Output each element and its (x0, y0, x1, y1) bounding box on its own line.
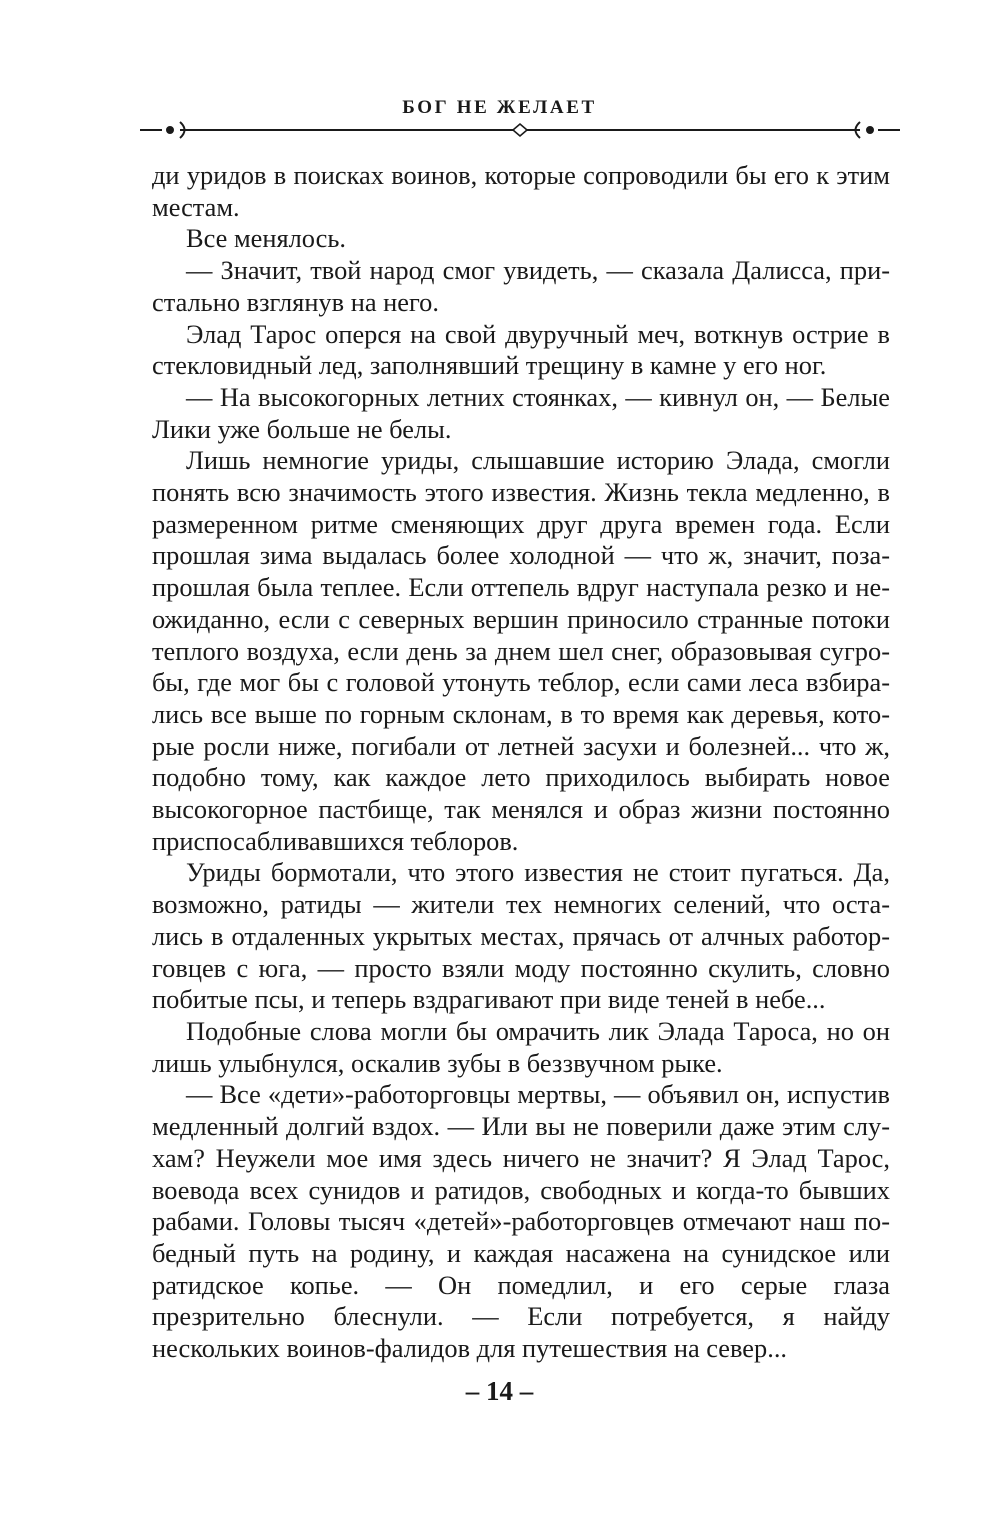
paragraph: Подобные слова могли бы омрачить лик Элада Тароса, но он лишь улыбнулся, оскалив зубы в беззвучном рыке. (152, 1015, 890, 1078)
header-ornament (140, 118, 900, 142)
running-title: БОГ НЕ ЖЕЛАЕТ (402, 97, 597, 118)
paragraph: ди уридов в поисках воинов, которые сопроводили бы его к этим местам. (152, 160, 890, 222)
paragraph: Лишь немногие уриды, слышавшие историю Элада, смогли понять всю значимость этого известия. Жизнь текла медленно, в размеренном ритме сменяющих друг друга времен года. Если прошлая зима выдалась более холодной — что ж, значит, позапрошлая была теплее. Если оттепель вдруг наступала резко и неожиданно, если с северных вершин приносило странные потоки теплого воздуха, если день за днем шел снег, образовывая сугробы, где мог бы с головой утонуть теблор, если сами леса взбирались все выше по горным склонам, в то время как деревья, которые росли ниже, погибали от летней засухи и болезней... что ж, подобно тому, как каждое лето приходилось выбирать новое высокогорное пастбище, так менялся и образ жизни постоянно приспосабливавшихся теблоров. (152, 445, 890, 856)
paragraph: Элад Тарос оперся на свой двуручный меч, воткнув острие в стекловидный лед, заполнявший трещину в камне у его ног. (152, 318, 890, 381)
paragraph: — На высокогорных летних стоянках, — кивнул он, — Белые Лики уже больше не белы. (152, 381, 890, 444)
paragraph: — Все «дети»-работорговцы мертвы, — объявил он, испустив медленный долгий вздох. — Или вы не поверили даже этим слухам? Неужели мое имя здесь ничего не значит? Я Элад Тарос, воевода всех сунидов и ратидов, свободных и когда-то бывших рабами. Головы тысяч «детей»-работорговцев отмечают наш победный путь на родину, и каждая насажена на сунидское или ратидское копье. — Он помедлил, и его серые глаза презрительно блеснули. — Если потребуется, я найду нескольких воинов-фалидов для путешествия на север... (152, 1079, 890, 1364)
paragraph: Уриды бормотали, что этого известия не стоит пугаться. Да, возможно, ратиды — жители тех немногих селений, что остались в отдаленных укрытых местах, прячась от алчных работорговцев с юга, — просто взяли моду постоянно скулить, словно побитые псы, и теперь вздрагивают при виде теней в небе... (152, 857, 890, 1015)
paragraph: — Значит, твой народ смог увидеть, — сказала Далисса, пристально взглянув на него. (152, 255, 890, 317)
body-text (152, 160, 890, 1365)
paragraph: Все менялось. (186, 223, 346, 254)
page-number: – 14 – (465, 1376, 534, 1406)
